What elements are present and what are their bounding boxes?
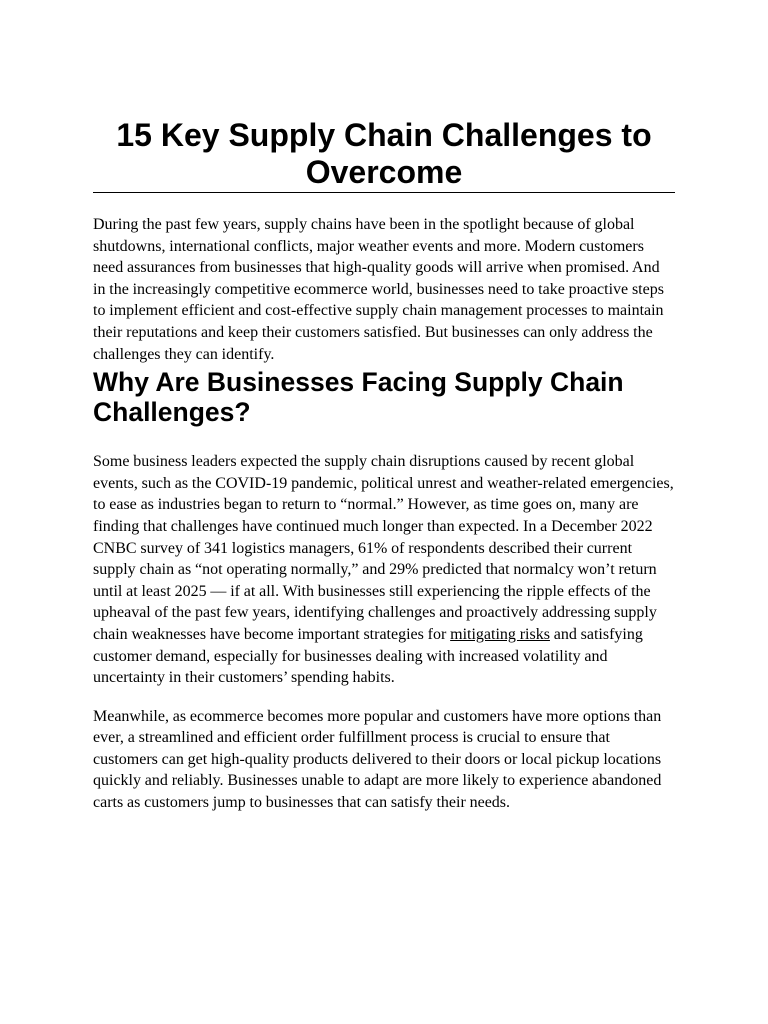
section-heading: Why Are Businesses Facing Supply Chain Challenges? bbox=[93, 367, 624, 428]
title-divider bbox=[93, 192, 675, 193]
intro-paragraph: During the past few years, supply chains have been in the spotlight because of global shutdowns, international conflicts, major weather events and more. Modern customers need assurances from businesses that high-quality goods will arrive when promised. And in the increasingly competitive ecommerce world, businesses need to take proactive steps to implement efficient and cost-effective supply chain management processes to maintain their reputations and keep their customers satisfied. But businesses can only address the challenges they can identify. bbox=[93, 216, 664, 363]
page-title: 15 Key Supply Chain Challenges to Overcome bbox=[116, 117, 652, 190]
body-paragraph-2: Meanwhile, as ecommerce becomes more popular and customers have more options than ever, a streamlined and efficient order fulfillment process is crucial to ensure that customers can get high-quality products delivered to their doors or local pickup locations quickly and reliably. Businesses unable to adapt are more likely to experience abandoned carts as customers jump to businesses that can satisfy their needs. bbox=[93, 707, 662, 812]
mitigating-risks-link[interactable]: mitigating risks bbox=[450, 625, 550, 643]
paragraph-text: Some business leaders expected the supply chain disruptions caused by recent global events, such as the COVID-19 pandemic, political unrest and weather-related emergencies, to ease as industries began to return to “normal.” However, as time goes on, many are finding that challenges have continued much longer than expected. In a December 2022 CNBC survey of 341 logistics managers, 61% of respondents described their current supply chain as “not operating normally,” and 29% predicted that normalcy won’t return until at least 2025 — if at all. With businesses still experiencing the ripple effects of the upheaval of the past few years, identifying challenges and proactively addressing supply chain weaknesses have become important strategies for bbox=[93, 453, 674, 643]
paragraph-text: and satisfying customer demand, especially for businesses dealing with increased volatility and uncertainty in their customers’ spending habits. bbox=[93, 625, 643, 687]
body-paragraph-1 bbox=[93, 451, 675, 689]
document-page bbox=[93, 117, 675, 814]
